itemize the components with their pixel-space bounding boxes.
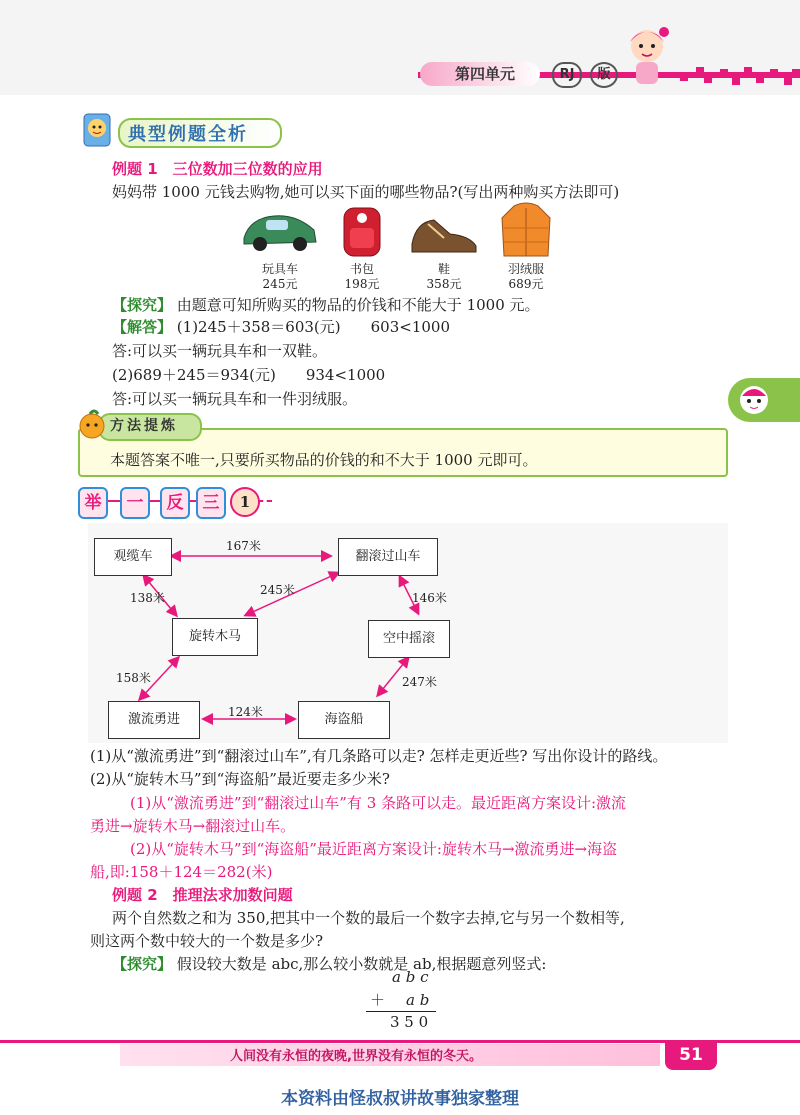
product-name-shoes: 鞋: [437, 262, 450, 276]
practice-dash: [150, 500, 160, 502]
product-name-backpack: 书包: [349, 262, 374, 276]
practice-number: 1: [230, 487, 260, 517]
edge-label-coaster-swing: 146米: [412, 591, 447, 605]
example2-explore-row: [112, 953, 546, 975]
answer-line-2: 答:可以买一辆玩具车和一双鞋。: [112, 342, 328, 360]
footer-motto: 人间没有永恒的夜晚,世界没有永恒的冬天。: [230, 1049, 482, 1064]
edge-label-ferris-carousel: 138米: [130, 591, 165, 605]
explore-text: 由题意可知所购买的物品的价钱和不能大于 1000 元。: [176, 296, 540, 314]
orange-mascot-icon: [76, 408, 108, 440]
vertical-plus: ＋: [370, 991, 386, 1009]
answer-label: 【解答】: [112, 318, 173, 336]
explore-row: [112, 294, 540, 316]
book-character-icon: [78, 110, 118, 150]
practice-char-1: 举: [78, 487, 108, 519]
edge-label-carousel-rafting: 158米: [116, 671, 151, 685]
node-roller-coaster: 翻滚过山车: [338, 538, 438, 576]
product-price-car: 245元: [262, 277, 298, 291]
practice-answer-2-line-1: (2)从“旋转木马”到“海盗船”最近距离方案设计:旋转木马→激流勇进→海盗: [130, 840, 618, 858]
checker-decoration: [680, 65, 800, 87]
practice-char-4: 三: [196, 487, 226, 519]
edition-badge-ban: 版: [590, 62, 618, 88]
node-carousel: 旋转木马: [172, 618, 258, 656]
edition-badge-rj: RJ: [552, 62, 582, 88]
edge-label-swing-pirate: 247米: [402, 675, 437, 689]
explore-label: 【探究】: [112, 296, 173, 314]
toy-car-icon: [240, 200, 320, 260]
section-title: 典型例题全析: [128, 124, 248, 145]
example2-line-2: 则这两个数中较大的一个数是多少?: [90, 932, 324, 950]
practice-answer-2-line-2: 船,即:158＋124＝282(米): [90, 863, 273, 881]
answer-line-4: 答:可以买一辆玩具车和一件羽绒服。: [112, 390, 358, 408]
practice-dash: [258, 500, 272, 502]
footer-credit: 本资料由怪叔叔讲故事独家整理: [281, 1089, 519, 1109]
node-sky-swing: 空中摇滚: [368, 620, 450, 658]
vertical-row-2: a b: [406, 991, 430, 1009]
example2-explore-text: 假设较大数是 abc,那么较小数就是 ab,根据题意列竖式:: [176, 955, 547, 973]
product-price-jacket: 689元: [508, 277, 544, 291]
mascot-face-icon: [738, 384, 770, 416]
vertical-result: 3 5 0: [390, 1013, 429, 1031]
edge-label-carousel-coaster: 245米: [260, 583, 295, 597]
node-pirate-ship: 海盗船: [298, 701, 390, 739]
page-number: 51: [665, 1040, 717, 1070]
edge-label-rafting-pirate: 124米: [228, 705, 263, 719]
example1-question: 妈妈带 1000 元钱去购物,她可以买下面的哪些物品?(写出两种购买方法即可): [112, 183, 620, 201]
practice-char-3: 反: [160, 487, 190, 519]
example2-line-1: 两个自然数之和为 350,把其中一个数的最后一个数字去掉,它与另一个数相等,: [112, 909, 625, 927]
method-tip-title: 方法提炼: [110, 418, 178, 434]
product-price-backpack: 198元: [344, 277, 380, 291]
answer-line-3: (2)689＋245＝934(元) 934<1000: [112, 366, 386, 384]
girl-mascot-icon: [618, 22, 676, 90]
practice-question-1: (1)从“激流勇进”到“翻滚过山车”,有几条路可以走? 怎样走更近些? 写出你设计的路线。: [90, 747, 668, 765]
method-tip-text: 本题答案不唯一,只要所买物品的价钱的和不大于 1000 元即可。: [110, 451, 538, 469]
node-rafting: 激流勇进: [108, 701, 200, 739]
answer-line-1: (1)245＋358＝603(元) 603<1000: [176, 318, 451, 336]
down-jacket-icon: [486, 200, 566, 260]
practice-char-2: 一: [120, 487, 150, 519]
route-diagram: [88, 523, 728, 743]
shoes-icon: [404, 200, 484, 260]
node-ferris-wheel: 观缆车: [94, 538, 172, 576]
edge-label-ferris-coaster: 167米: [226, 539, 261, 553]
example2-heading: 例题 2 推理法求加数问题: [112, 886, 293, 904]
practice-answer-1-line-2: 勇进→旋转木马→翻滚过山车。: [90, 817, 296, 835]
backpack-icon: [322, 200, 402, 260]
answer-row: [112, 316, 450, 338]
product-name-jacket: 羽绒服: [507, 262, 544, 276]
product-name-car: 玩具车: [261, 262, 298, 276]
practice-answer-1-line-1: (1)从“激流勇进”到“翻滚过山车”有 3 条路可以走。最近距离方案设计:激流: [130, 794, 627, 812]
example2-explore-label: 【探究】: [112, 955, 173, 973]
practice-question-2: (2)从“旋转木马”到“海盗船”最近要走多少米?: [90, 770, 390, 788]
example1-heading: 例题 1 三位数加三位数的应用: [112, 160, 323, 178]
vertical-row-1: a b c: [392, 968, 429, 986]
product-price-shoes: 358元: [426, 277, 462, 291]
practice-dash: [108, 500, 120, 502]
unit-title: 第四单元: [455, 65, 516, 83]
